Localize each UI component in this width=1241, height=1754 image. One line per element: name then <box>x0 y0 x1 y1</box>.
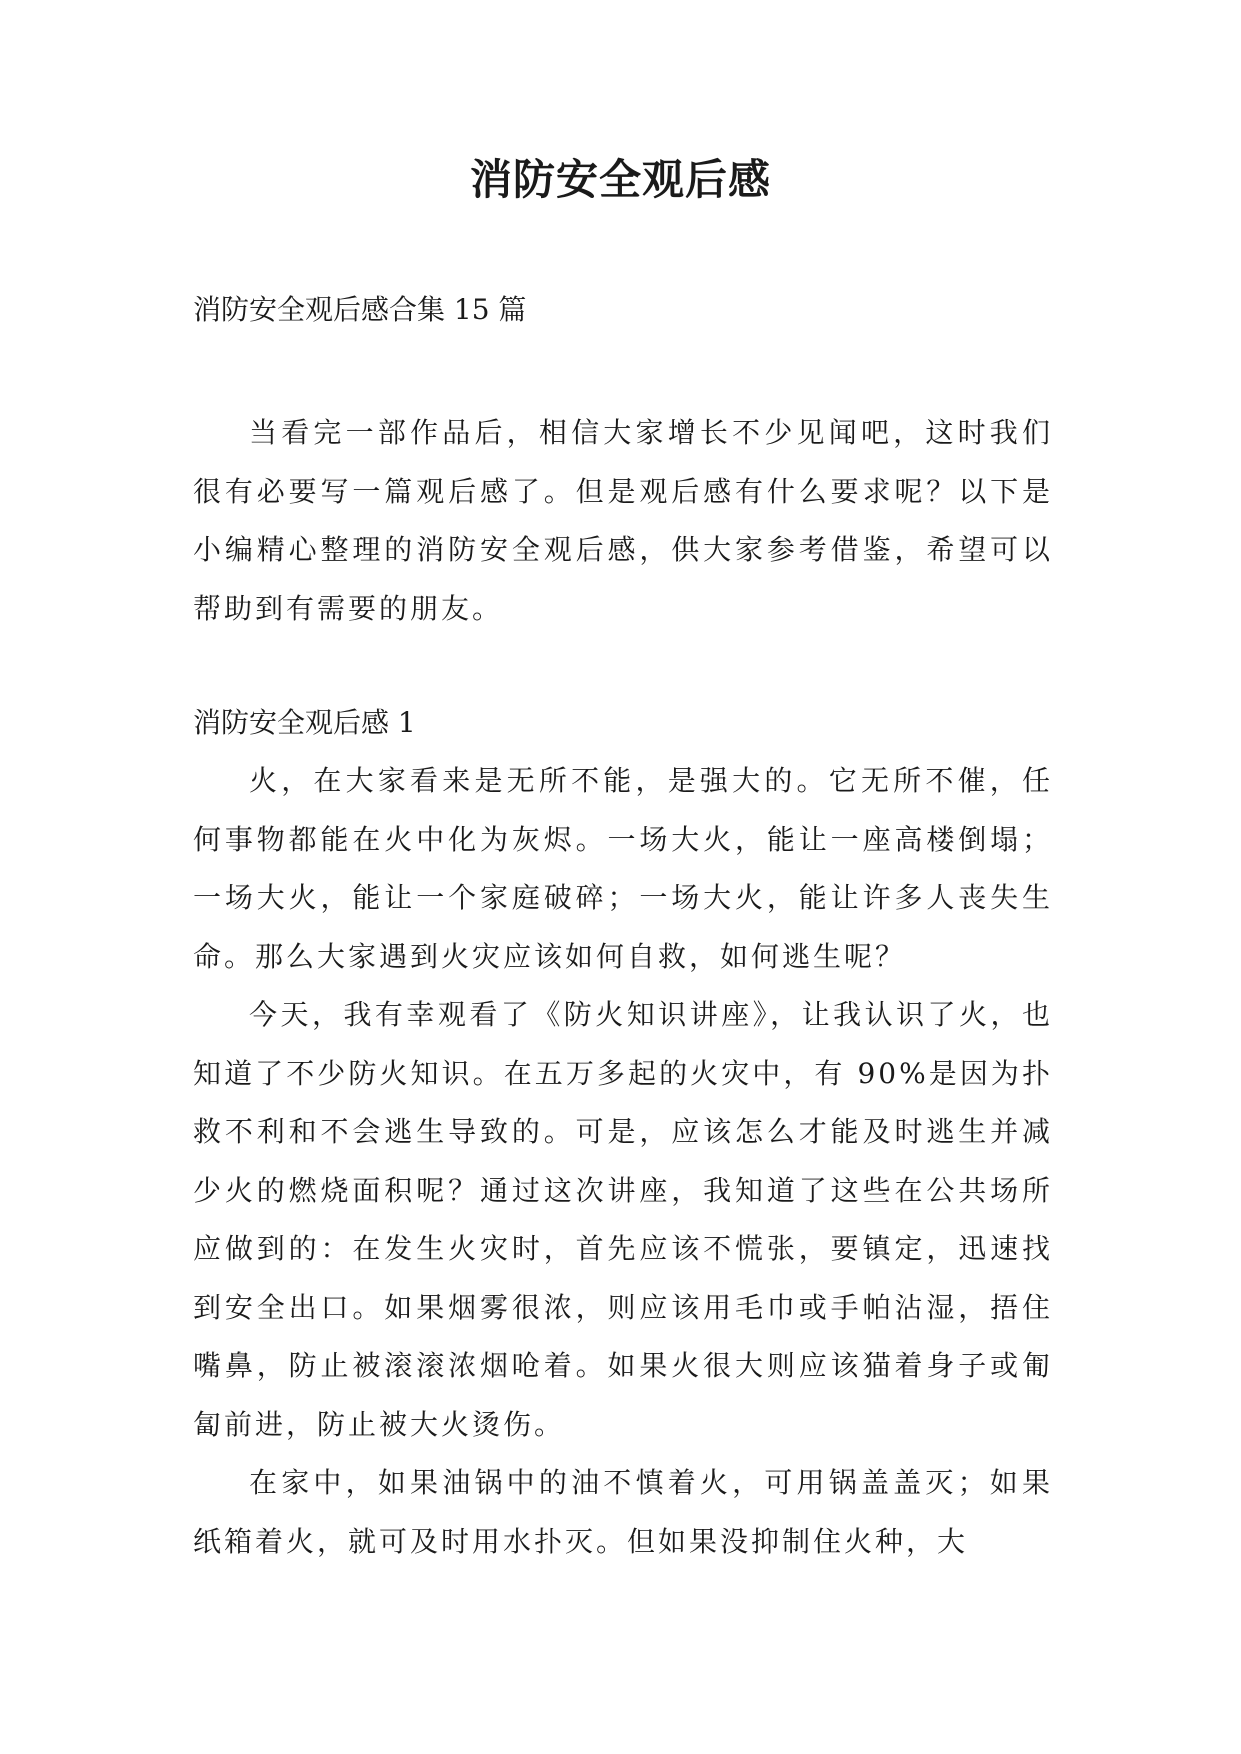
intro-paragraph: 当看完一部作品后，相信大家增长不少见闻吧，这时我们很有必要写一篇观后感了。但是观后感有什么要求呢？以下是小编精心整理的消防安全观后感，供大家参考借鉴，希望可以帮助到有需要的朋友。 <box>193 416 1053 625</box>
document-subtitle: 消防安全观后感合集 15 篇 <box>193 293 527 326</box>
body-paragraph: 今天，我有幸观看了《防火知识讲座》，让我认识了火，也知道了不少防火知识。在五万多起的火灾中，有 90%是因为扑救不利和不会逃生导致的。可是，应该怎么才能及时逃生并减少火的燃烧面积呢？通过这次讲座，我知道了这些在公共场所应做到的：在发生火灾时，首先应该不慌张，要镇定，迅速找到安全出口。如果烟雾很浓，则应该用毛巾或手帕沾湿，捂住嘴鼻，防止被滚滚浓烟呛着。如果火很大则应该猫着身子或匍匐前进，防止被大火烫伤。 <box>193 998 1053 1441</box>
body-paragraph: 火，在大家看来是无所不能，是强大的。它无所不催，任何事物都能在火中化为灰烬。一场大火，能让一座高楼倒塌；一场大火，能让一个家庭破碎；一场大火，能让许多人丧失生命。那么大家遇到火灾应该如何自救，如何逃生呢？ <box>193 764 1053 973</box>
document-title: 消防安全观后感 <box>469 155 771 204</box>
body-paragraph: 在家中，如果油锅中的油不慎着火，可用锅盖盖灭；如果纸箱着火，就可及时用水扑灭。但如果没抑制住火种，大 <box>193 1466 1053 1558</box>
section-heading: 消防安全观后感 1 <box>193 706 416 739</box>
